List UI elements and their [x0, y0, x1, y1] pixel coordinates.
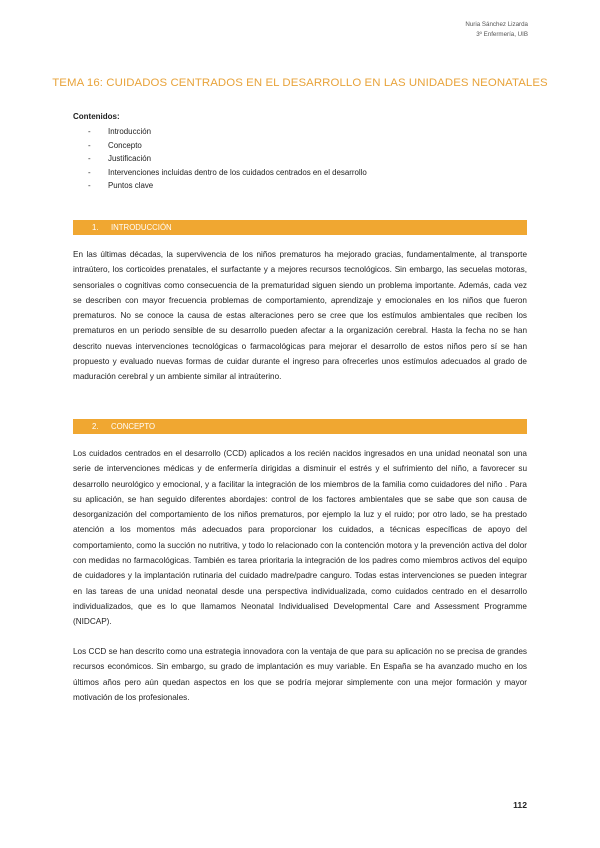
contents-label: Contenidos:: [73, 112, 120, 121]
dash-bullet-icon: -: [88, 167, 91, 177]
section-number: 2.: [92, 422, 99, 431]
author-name: Nuria Sánchez Lizarda: [465, 21, 528, 28]
section-heading-introduccion: [73, 220, 527, 235]
header-author-block: [465, 20, 528, 40]
dash-bullet-icon: -: [88, 181, 91, 190]
contents-item: - Introducción: [88, 125, 367, 139]
page-number: 112: [513, 800, 527, 810]
contents-item: - Concepto: [88, 139, 367, 153]
document-title: TEMA 16: CUIDADOS CENTRADOS EN EL DESARROLLO EN LAS UNIDADES NEONATALES: [52, 77, 548, 89]
paragraph: Los cuidados centrados en el desarrollo (CCD) aplicados a los recién nacidos ingresados en una unidad neonatal son una serie de intervenciones médicas y de enfermería dirigidas a disminuir el estrés y el sufrimiento del niño, a favorecer su desarrollo neurológico y emocional, y a facilitar la integración de los miembros de la familia como cuidadores del niño . Para su aplicación, se han seguido diferentes abordajes: control de los factores ambientales que se sabe que son causa de desorganización del comportamiento de los niños prematuros, por ejemplo la luz y el ruido; por otro lado, se ha prestado atención a los momentos más adecuados para proporcionar los cuidados, a técnicas específicas de apoyo del comportamiento, como la succión no nutritiva, y todo lo relacionado con la contención motora y la prevención activa del dolor con medidas no farmacológicas. También es tarea prioritaria la integración de los padres como miembros activos del equipo de cuidadores y la implantación rutinaria del cuidado madre/padre canguro. Todas estas intervenciones se pueden integrar en las tareas de una unidad neonatal desde una perspectiva individualizada, como cuidados centrado en el desarrollo individualizados, que es lo que llamamos Neonatal Individualised Developmental Care and Assessment Programme (NIDCAP).: [73, 449, 527, 627]
contents-item: - Intervenciones incluidas dentro de los cuidados centrados en el desarrollo: [88, 166, 367, 180]
paragraph: Los CCD se han descrito como una estrategia innovadora con la ventaja de que para su aplicación no se precisa de grandes recursos económicos. Sin embargo, su grado de implantación es muy variable. En España se ha avanzado mucho en los últimos años pero aún quedan aspectos en los que se podría mejorar simplemente con una mejor formación y mayor motivación de los profesionales.: [73, 647, 527, 702]
section-heading-concepto: [73, 419, 527, 434]
contents-list: [88, 125, 367, 193]
contents-item: - Puntos clave: [88, 179, 367, 193]
dash-bullet-icon: -: [88, 127, 91, 136]
section-name: CONCEPTO: [111, 422, 156, 431]
dash-bullet-icon: -: [88, 154, 91, 163]
contents-item: - Justificación: [88, 152, 367, 166]
section-name: INTRODUCCIÓN: [111, 223, 172, 232]
paragraph: En las últimas décadas, la supervivencia de los niños prematuros ha mejorado gracias, fundamentalmente, al transporte intraútero, los corticoides prenatales, el surfactante y a mejores recursos tecnológicos. Sin embargo, las secuelas motoras, sensoriales o cognitivas como consecuencia de la prematuridad siguen siendo un problema importante. Además, cada vez se describen con mayor frecuencia problemas de comportamiento, aprendizaje y emocionales en los niños que fueron prematuros. No se conoce la causa de estas alteraciones pero se cree que los estímulos ambientales que reciben los prematuros en un periodo sensible de su desarrollo pueden afectar a la organización cerebral. Hasta la fecha no se han descrito nuevas intervenciones tecnológicas o farmacológicas para mejorar el desarrollo de estos niños pero sí se han propuesto y evaluado nuevas formas de cuidar durante el ingreso para ofrecerles unos estímulos adecuados al grado de maduración cerebral y un ambiente similar al intraúterino.: [73, 250, 527, 382]
dash-bullet-icon: -: [88, 140, 91, 150]
section-number: 1.: [92, 223, 99, 232]
course-name: 3º Enfermería, UIB: [476, 31, 528, 38]
